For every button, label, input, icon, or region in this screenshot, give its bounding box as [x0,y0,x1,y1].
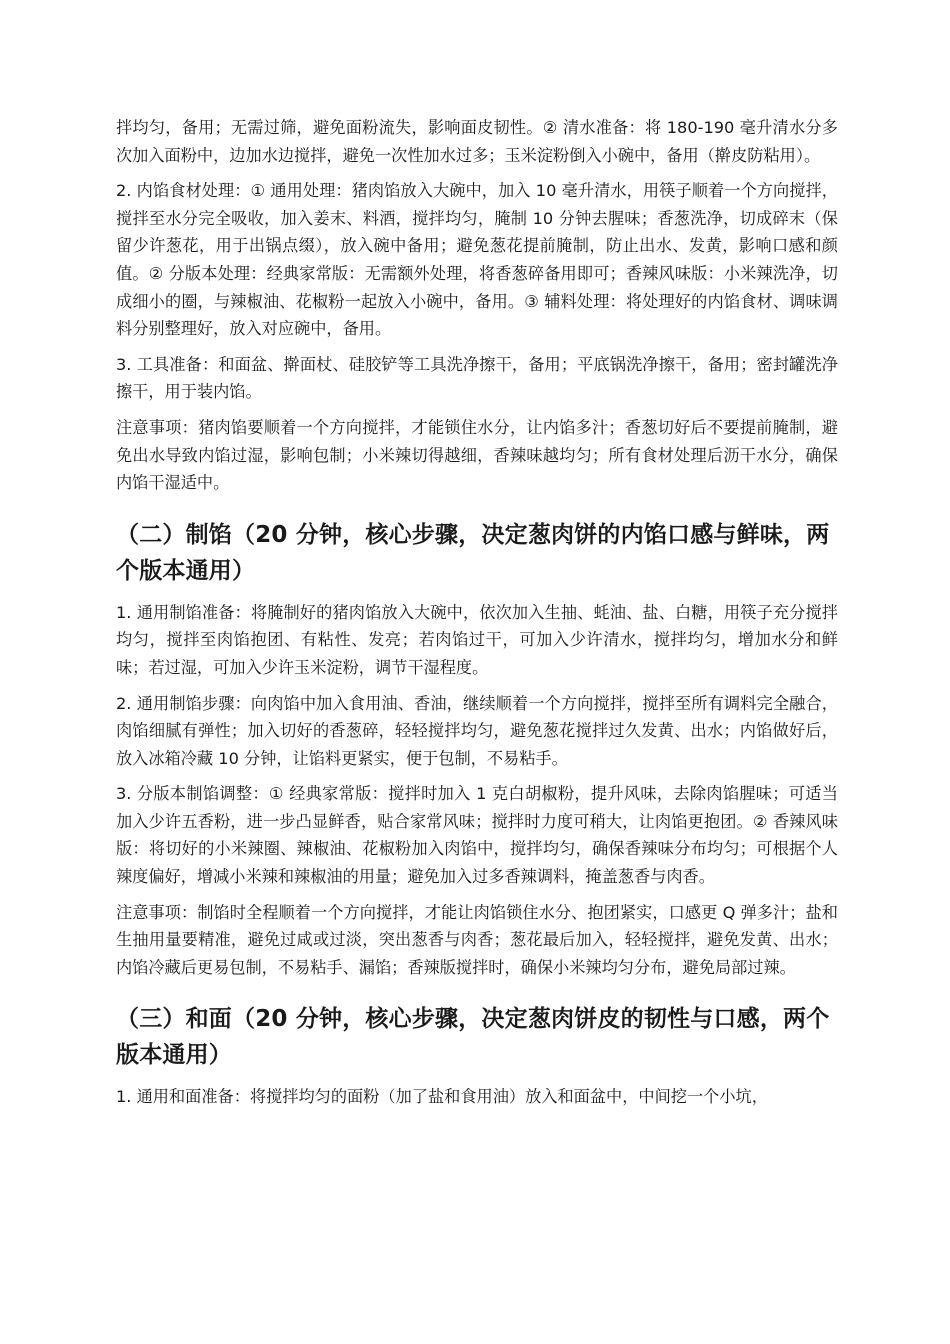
paragraph-prep-notes: 注意事项：猪肉馅要顺着一个方向搅拌，才能锁住水分，让内馅多汁；香葱切好后不要提前腌制，避免出水导致内馅过湿，影响包制；小米辣切得越细，香辣味越均匀；所有食材处理后沥干水分，确保内馅干湿适中。 [116,417,838,493]
paragraph-filling-notes: 注意事项：制馅时全程顺着一个方向搅拌，才能让肉馅锁住水分、抱团紧实，口感更 Q 弹多汁；盐和生抽用量要精准，避免过咸或过淡，突出葱香与肉香；葱花最后加入，轻轻搅拌，避免发黄、出水；内馅冷藏后更易包制，不易粘手、漏馅；香辣版搅拌时，确保小米辣均匀分布，避免局部过辣。 [116,902,838,977]
document-page [116,114,838,1119]
paragraph-filling-steps: 2. 通用制馅步骤：向肉馅中加入食用油、香油，继续顺着一个方向搅拌，搅拌至所有调料完全融合，肉馅细腻有弹性；加入切好的香葱碎，轻轻搅拌均匀，避免葱花搅拌过久发黄、出水；内馅做好后，放入冰箱冷藏 10 分钟，让馅料更紧实，便于包制，不易粘手。 [116,693,838,768]
paragraph-tool-prep: 3. 工具准备：和面盆、擀面杖、硅胶铲等工具洗净擦干，备用；平底锅洗净擦干，备用；密封罐洗净擦干，用于装内馅。 [116,354,838,402]
paragraph-flour-water-prep: 拌均匀，备用；无需过筛，避免面粉流失，影响面皮韧性。② 清水准备：将 180-190 毫升清水分多次加入面粉中，边加水边搅拌，避免一次性加水过多；玉米淀粉倒入小碗中，备用（擀皮防粘用）。 [116,118,838,165]
section-heading-dough: （三）和面（20 分钟，核心步骤，决定葱肉饼皮的韧性与口感，两个版本通用） [116,1006,830,1069]
paragraph-filling-ingredients: 2. 内馅食材处理：① 通用处理：猪肉馅放入大碗中，加入 10 毫升清水，用筷子顺着一个方向搅拌，搅拌至水分完全吸收，加入姜末、料酒，搅拌均匀，腌制 10 分钟去腥味；香葱洗净，切成碎末（保留少许葱花，用于出锅点缀），放入碗中备用；避免葱花提前腌制，防止出水、发黄，影响口感和颜值。② 分版本处理：经典家常版：无需额外处理，将香葱碎备用即可；香辣风味版：小米辣洗净，切成细小的圈，与辣椒油、花椒粉一起放入小碗中，备用。③ 辅料处理：将处理好的内馅食材、调味调料分别整理好，放入对应碗中，备用。 [116,181,838,339]
section-heading-filling: （二）制馅（20 分钟，核心步骤，决定葱肉饼的内馅口感与鲜味，两个版本通用） [116,521,830,584]
paragraph-filling-versions: 3. 分版本制馅调整：① 经典家常版：搅拌时加入 1 克白胡椒粉，提升风味，去除肉馅腥味；可适当加入少许五香粉，进一步凸显鲜香，贴合家常风味；搅拌时力度可稍大，让肉馅更抱团。② 香辣风味版：将切好的小米辣圈、辣椒油、花椒粉加入肉馅中，搅拌均匀，确保香辣味分布均匀；可根据个人辣度偏好，增减小米辣和辣椒油的用量；避免加入过多香辣调料，掩盖葱香与肉香。 [116,784,838,887]
paragraph-dough-prep: 1. 通用和面准备：将搅拌均匀的面粉（加了盐和食用油）放入和面盆中，中间挖一个小坑， [116,1087,768,1107]
paragraph-filling-prep: 1. 通用制馅准备：将腌制好的猪肉馅放入大碗中，依次加入生抽、蚝油、盐、白糖，用筷子充分搅拌均匀，搅拌至肉馅抱团、有粘性、发亮；若肉馅过干，可加入少许清水，搅拌均匀，增加水分和鲜味；若过湿，可加入少许玉米淀粉，调节干湿程度。 [116,602,838,677]
